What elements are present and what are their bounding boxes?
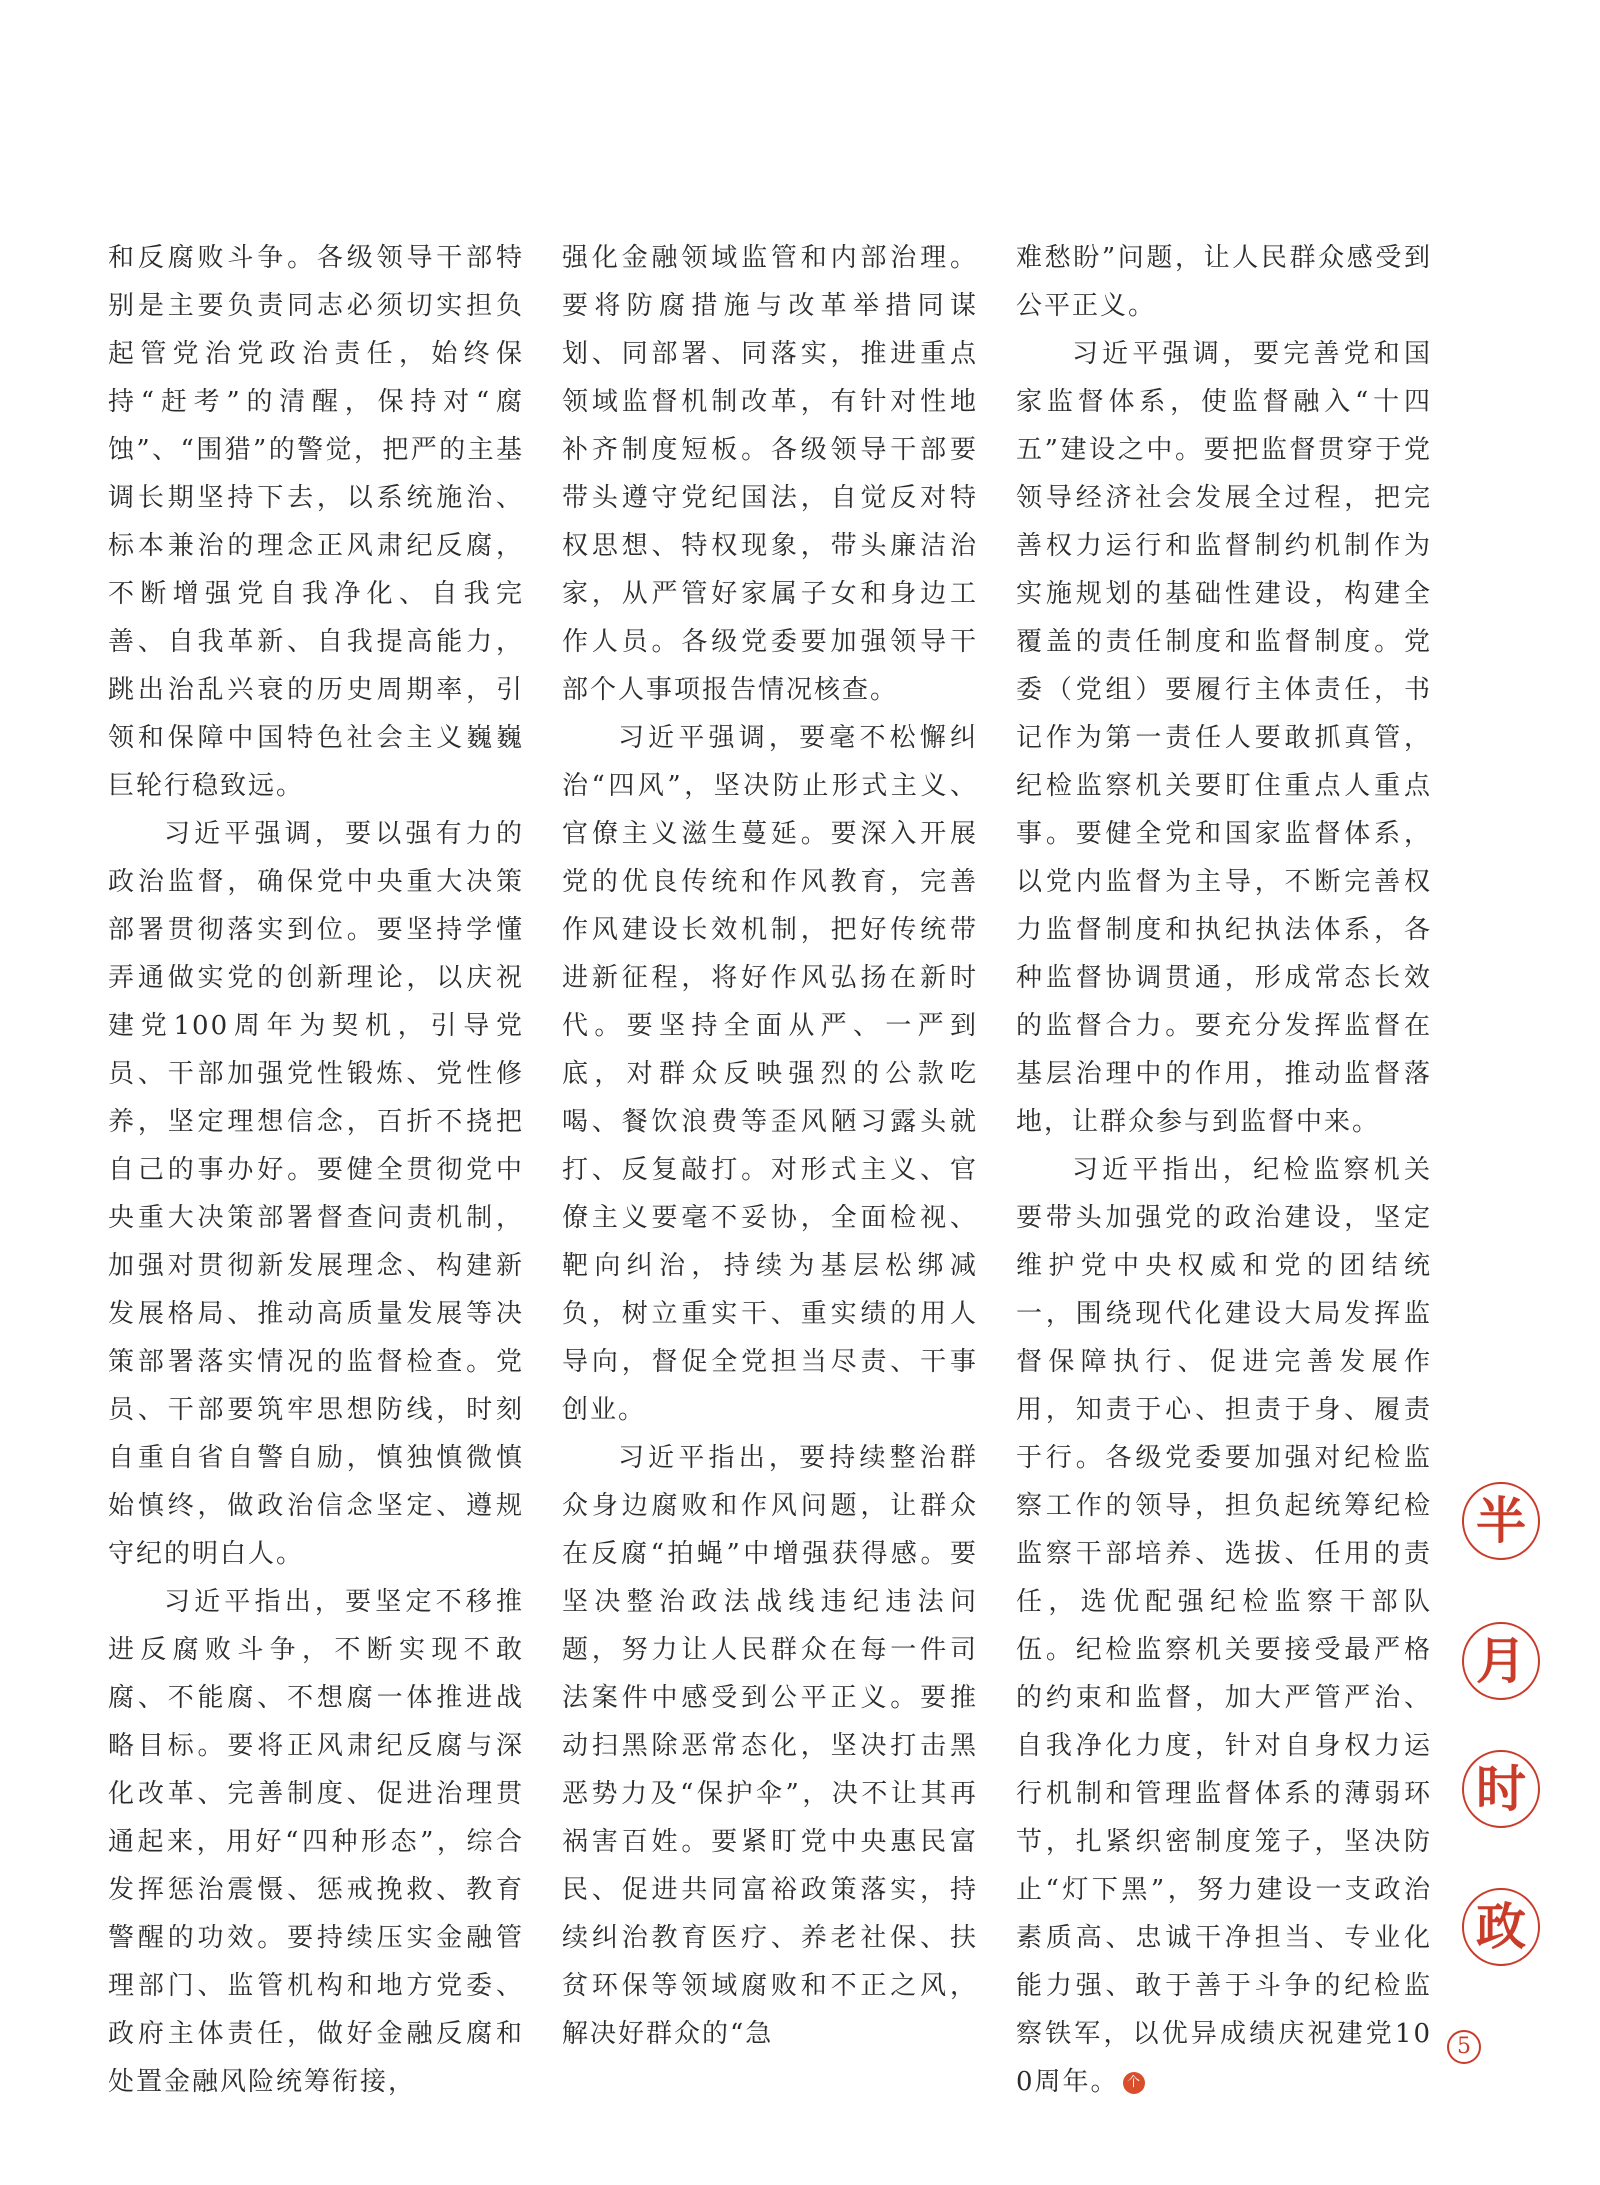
paragraph: 习近平强调，要毫不松懈纠治“四风”，坚决防止形式主义、官僚主义滋生蔓延。要深入开展党的优良传统和作风教育，完善作风建设长效机制，把好传统带进新征程，将好作风弘扬在新时代。要坚持全面从严、一严到底，对群众反映强烈的公款吃喝、餐饮浪费等歪风陋习露头就打、反复敲打。对形式主义、官僚主义要毫不妥协，全面检视、靶向纠治，持续为基层松绑减负，树立重实干、重实绩的用人导向，督促全党担当尽责、干事创业。 [562, 723, 978, 1425]
paragraph: 强化金融领域监管和内部治理。要将防腐措施与改革举措同谋划、同部署、同落实，推进重点领域监督机制改革，有针对性地补齐制度短板。各级领导干部要带头遵守党纪国法，自觉反对特权思想、特权现象，带头廉洁治家，从严管好家属子女和身边工作人员。各级党委要加强领导干部个人事项报告情况核查。 [562, 243, 978, 705]
section-label-char: 半 [1462, 1482, 1540, 1560]
paragraph: 习近平指出，要坚定不移推进反腐败斗争，不断实现不敢腐、不能腐、不想腐一体推进战略目标。要将正风肃纪反腐与深化改革、完善制度、促进治理贯通起来，用好“四种形态”，综合发挥惩治震慑、惩戒挽救、教育警醒的功效。要持续压实金融管理部门、监管机构和地方党委、政府主体责任，做好金融反腐和处置金融风险统筹衔接， [108, 1587, 524, 2097]
article-column-3 [1016, 234, 1432, 2106]
paragraph: 习近平强调，要以强有力的政治监督，确保党中央重大决策部署贯彻落实到位。要坚持学懂弄通做实党的创新理论，以庆祝建党100周年为契机，引导党员、干部加强党性锻炼、党性修养，坚定理想信念，百折不挠把自己的事办好。要健全贯彻党中央重大决策部署督查问责机制，加强对贯彻新发展理念、构建新发展格局、推动高质量发展等决策部署落实情况的监督检查。党员、干部要筑牢思想防线，时刻自重自省自警自励，慎独慎微慎始慎终，做政治信念坚定、遵规守纪的明白人。 [108, 819, 524, 1569]
article-column-1 [108, 234, 524, 2106]
final-paragraph-text: 习近平指出，纪检监察机关要带头加强党的政治建设，坚定维护党中央权威和党的团结统一，围绕现代化建设大局发挥监督保障执行、促进完善发展作用，知责于心、担责于身、履责于行。各级党委要加强对纪检监察工作的领导，担负起统筹纪检监察干部培养、选拔、任用的责任，选优配强纪检监察干部队伍。纪检监察机关要接受最严格的约束和监督，加大严管严治、自我净化力度，针对自身权力运行机制和管理监督体系的薄弱环节，扎紧织密制度笼子，坚决防止“灯下黑”，努力建设一支政治素质高、忠诚干净担当、专业化能力强、敢于善于斗争的纪检监察铁军，以优异成绩庆祝建党100周年。 [1016, 1155, 1432, 2097]
final-paragraph [1016, 1146, 1432, 2106]
section-label-char: 政 [1462, 1888, 1540, 1966]
paragraph: 难愁盼”问题，让人民群众感受到公平正义。 [1016, 243, 1432, 321]
article-column-2 [562, 234, 978, 2058]
paragraph: 习近平强调，要完善党和国家监督体系，使监督融入“十四五”建设之中。要把监督贯穿于党领导经济社会发展全过程，把完善权力运行和监督制约机制作为实施规划的基础性建设，构建全覆盖的责任制度和监督制度。党委（党组）要履行主体责任，书记作为第一责任人要敢抓真管，纪检监察机关要盯住重点人重点事。要健全党和国家监督体系，以党内监督为主导，不断完善权力监督制度和执纪执法体系，各种监督协调贯通，形成常态长效的监督合力。要充分发挥监督在基层治理中的作用，推动监督落地，让群众参与到监督中来。 [1016, 339, 1432, 1137]
paragraph: 和反腐败斗争。各级领导干部特别是主要负责同志必须切实担负起管党治党政治责任，始终保持“赶考”的清醒，保持对“腐蚀”、“围猎”的警觉，把严的主基调长期坚持下去，以系统施治、标本兼治的理念正风肃纪反腐，不断增强党自我净化、自我完善、自我革新、自我提高能力，跳出治乱兴衰的历史周期率，引领和保障中国特色社会主义巍巍巨轮行稳致远。 [108, 243, 524, 801]
section-label-char: 时 [1462, 1750, 1540, 1828]
section-label-char: 月 [1462, 1622, 1540, 1700]
article-end-icon: 个 [1123, 2072, 1145, 2094]
paragraph: 习近平指出，要持续整治群众身边腐败和作风问题，让群众在反腐“拍蝇”中增强获得感。要坚决整治政法战线违纪违法问题，努力让人民群众在每一件司法案件中感受到公平正义。要推动扫黑除恶常态化，坚决打击黑恶势力及“保护伞”，决不让其再祸害百姓。要紧盯党中央惠民富民、促进共同富裕政策落实，持续纠治教育医疗、养老社保、扶贫环保等领域腐败和不正之风，解决好群众的“急 [562, 1443, 978, 2049]
page-number: 5 [1447, 2030, 1481, 2064]
